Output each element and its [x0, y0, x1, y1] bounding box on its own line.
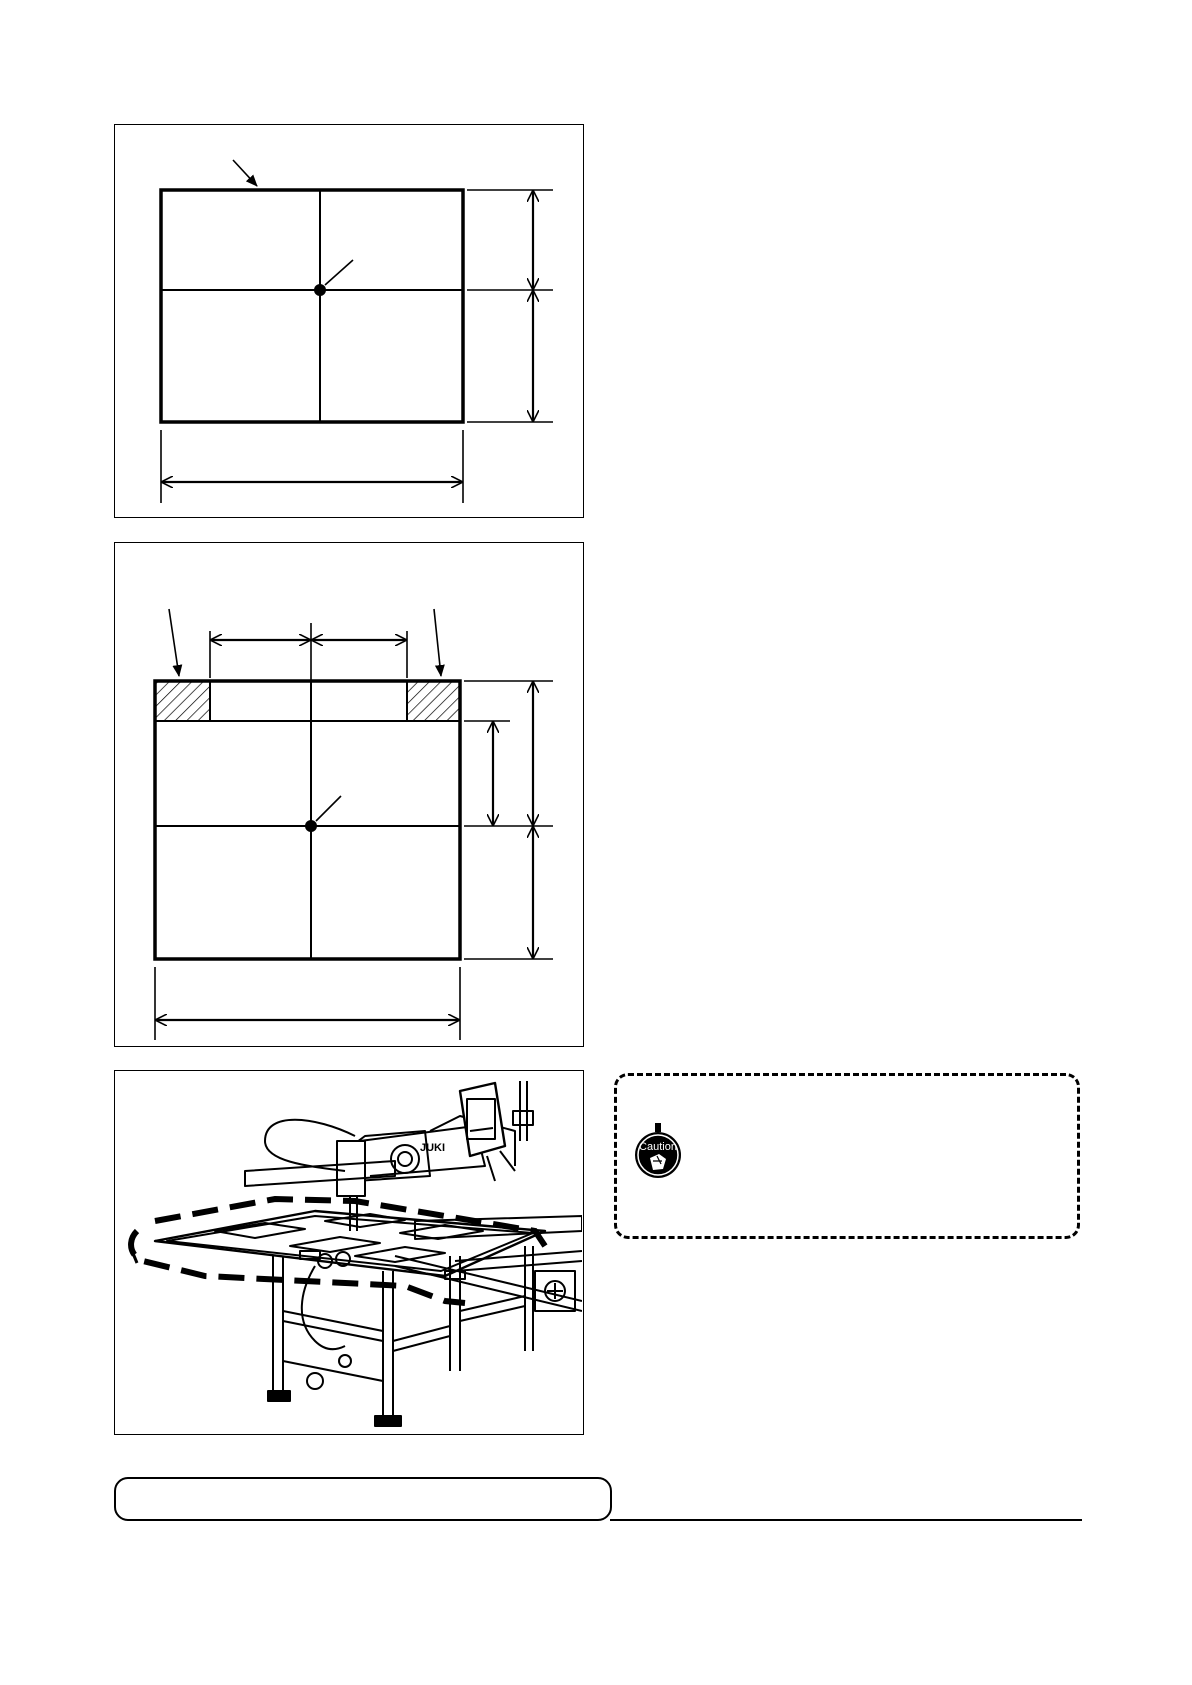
sewing-area-diagram-2-svg [115, 543, 582, 1045]
caution-icon [633, 1121, 683, 1181]
caution-icon-label: Caution [639, 1141, 677, 1153]
sewing-area-outline [161, 190, 463, 422]
hatched-corner-left [155, 681, 210, 721]
hatched-corner-right [407, 681, 460, 721]
figure-1-sewing-area-diagram [114, 124, 584, 518]
machine-brand-label: JUKI [420, 1142, 446, 1154]
section-divider [610, 1519, 1082, 1521]
sewing-area-diagram-svg [115, 125, 582, 516]
center-point-2 [305, 820, 317, 832]
caution-text [701, 1106, 1059, 1218]
section-title [114, 1477, 612, 1521]
figure-3-machine-illustration [114, 1070, 584, 1435]
sewing-area-outline-2 [155, 681, 460, 959]
caution-notice [614, 1073, 1080, 1239]
sewing-machine-illustration [115, 1071, 582, 1433]
figure-2-sewing-area-diagram [114, 542, 584, 1047]
center-point [314, 284, 326, 296]
